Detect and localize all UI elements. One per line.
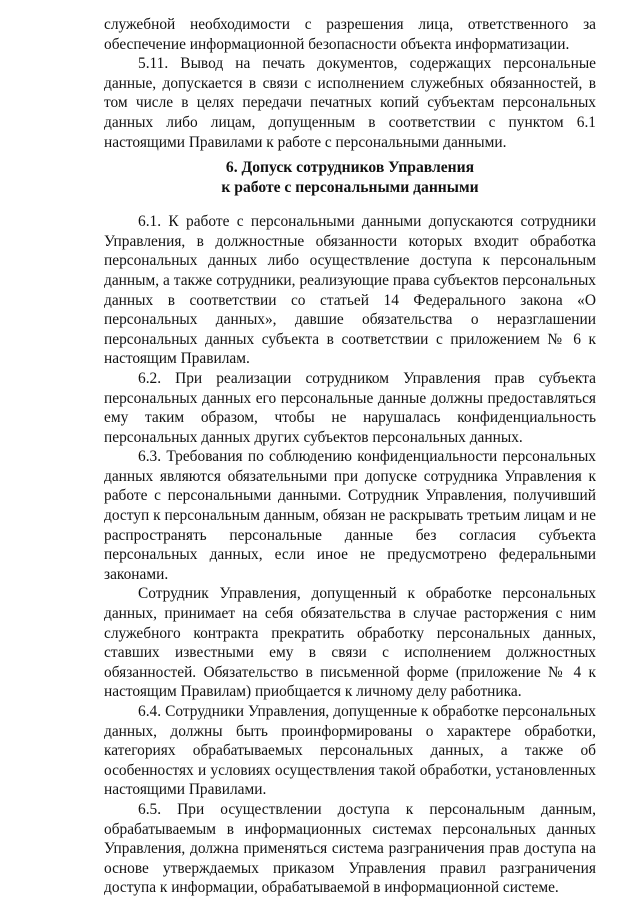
paragraph-6-4: 6.4. Сотрудники Управления, допущенные к обработке персональных данных, должны быть проинформированы о характере обработки, категориях обрабатываемых персональных данных, а также об особенностях и условиях осуществления такой обработки, установленных настоящими Правилами. [104, 703, 596, 799]
paragraph-6-5: 6.5. При осуществлении доступа к персональным данным, обрабатываемым в информационных системах персональных данных Управления, должна применяться система разграничения прав доступа на основе утверждаемых приказом Управления правил разграничения доступа к информации, обрабатываемой в информационной системе. [104, 800, 596, 897]
paragraph-6-1: 6.1. К работе с персональными данными допускаются сотрудники Управления, в должностные обязанности которых входит обработка персональных данных либо осуществление доступа к персональным данным, а также сотрудники, реализующие права субъектов персональных данных в соответствии со статьей 14 Федерального закона «О персональных данных», давшие обязательства о неразглашении персональных данных субъекта в соответствии с приложением № 6 к настоящим Правилам. [104, 213, 596, 368]
section-title-line-1: 6. Допуск сотрудников Управления [225, 159, 475, 177]
paragraph-continuation: служебной необходимости с разрешения лица, ответственного за обеспечение информационной безопасности объекта информатизации. [104, 16, 596, 53]
paragraph-5-11: 5.11. Вывод на печать документов, содержащих персональные данные, допускается в связи с исполнением служебных обязанностей, в том числе в целях передачи печатных копий субъектам персональных данных либо лицам, допущенным в соответствии с пунктом 6.1 настоящими Правилами к работе с персональными данными. [104, 55, 596, 151]
paragraph-obligation: Сотрудник Управления, допущенный к обработке персональных данных, принимает на себя обязательства в случае расторжения с ним служебного контракта прекратить обработку персональных данных, ставших известными ему в связи с исполнением должностных обязанностей. Обязательство в письменной форме (приложение № 4 к настоящим Правилам) приобщается к личному делу работника. [104, 585, 596, 701]
paragraph-6-2: 6.2. При реализации сотрудником Управления прав субъекта персональных данных его персональные данные должны предоставляться ему таким образом, чтобы не нарушалась конфиденциальность персональных данных других субъектов персональных данных. [104, 369, 596, 446]
section-title-line-2: к работе с персональными данными [221, 179, 479, 197]
document-body [104, 15, 596, 898]
section-heading [104, 158, 596, 198]
paragraph-6-3: 6.3. Требования по соблюдению конфиденциальности персональных данных являются обязательными при допуске сотрудника Управления к работе с персональными данными. Сотрудник Управления, получивший доступ к персональным данным, обязан не раскрывать третьим лицам и не распространять персональные данные без согласия субъекта персональных данных, если иное не предусмотрено федеральными законами. [104, 448, 596, 583]
